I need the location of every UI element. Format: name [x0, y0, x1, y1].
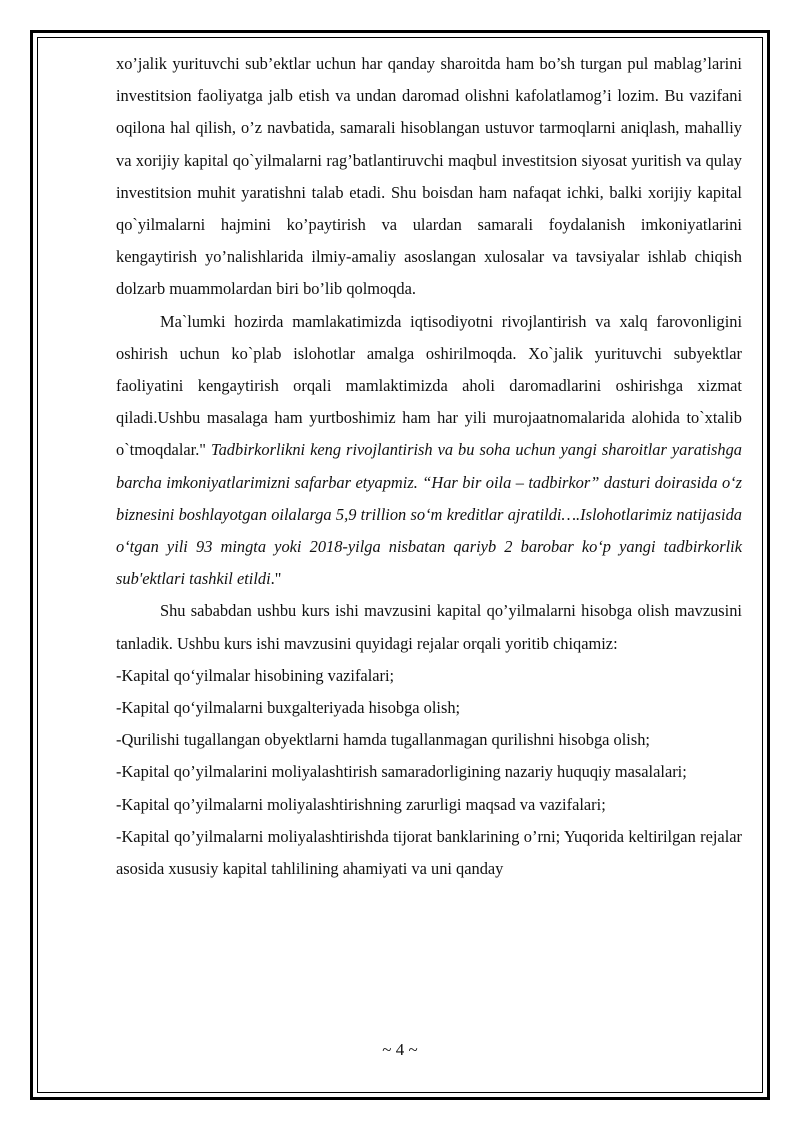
document-body	[116, 48, 742, 885]
list-item: -Kapital qo’yilmalarni moliyalashtirishning zarurligi maqsad va vazifalari;	[116, 794, 606, 814]
paragraph-reforms	[116, 306, 742, 596]
paragraph-intro: xo’jalik yurituvchi sub’ektlar uchun har qanday sharoitda ham bo’sh turgan pul mablag’larini investitsion faoliyatga jalb etish va undan daromad olishni kafolatlamog’i lozim. Bu vazifani oqilona hal qilish, o’z navbatida, samarali hisoblangan ustuvor tarmoqlarni aniqlash, mahalliy va xorijiy kapital qo`yilmalarni rag’batlantiruvchi maqbul investitsion siyosat yuritish va qulay investitsion muhit yaratishni talab etadi. Shu boisdan ham nafaqat ichki, balki xorijiy kapital qo`yilmalarni hajmini ko’paytirish va ulardan samarali foydalanish imkoniyatlarini kengaytirish yo’nalishlarida ilmiy-amaliy asoslangan xulosalar va tavsiyalar ishlab chiqish dolzarb muammolardan biri bo’lib qolmoqda.	[116, 54, 742, 299]
quote-italic: Tadbirkorlikni keng rivojlantirish va bu soha uchun yangi sharoitlar yaratishga barcha imkoniyatlarimizni safarbar etyapmiz. “Har bir oila – tadbirkor” dasturi doirasida o‘z biznesini boshlayotgan oilalarga 5,9 trillion so‘m kreditlar ajratildi….Islohotlarimiz natijasida o‘tgan yili 93 mingta yoki 2018-yilga nisbatan qariyb 2 barobar ko‘p yangi tadbirkorlik sub'ektlari tashkil etildi	[116, 440, 742, 589]
list-item: -Kapital qo‘yilmalarni buxgalteriyada hisobga olish;	[116, 698, 461, 718]
quote-end: ."	[270, 569, 282, 589]
paragraph-topic: Shu sababdan ushbu kurs ishi mavzusini kapital qo’yilmalarni hisobga olish mavzusini tanladik. Ushbu kurs ishi mavzusini quyidagi rejalar orqali yoritib chiqamiz:	[116, 601, 742, 653]
list-item: -Kapital qo‘yilmalar hisobining vazifalari;	[116, 665, 395, 685]
list-item: -Kapital qo’yilmalarni moliyalashtirishda tijorat banklarining o’rni; Yuqorida keltirilgan rejalar asosida xususiy kapital tahlilining ahamiyati va uni qanday	[116, 826, 742, 879]
page-number: ~ 4 ~	[382, 1040, 418, 1059]
list-item: -Kapital qo’yilmalarini moliyalashtirish samaradorligining nazariy huquqiy masalalari;	[116, 762, 687, 782]
paragraph-reforms-text: Ma`lumki hozirda mamlakatimizda iqtisodiyotni rivojlantirish va xalq farovonligini oshirish uchun ko`plab islohotlar amalga oshirilmoqda. Xo`jalik yurituvchi subyektlar faoliyatini kengaytirish orqali mamlaktimizda aholi daromadlarini oshirishga xizmat qiladi.Ushbu masalaga ham yurtboshimiz ham har yili murojaatnomalarida alohida to`xtalib o`tmoqdalar."	[116, 311, 742, 460]
list-item: -Qurilishi tugallangan obyektlarni hamda tugallanmagan qurilishni hisobga olish;	[116, 730, 650, 750]
